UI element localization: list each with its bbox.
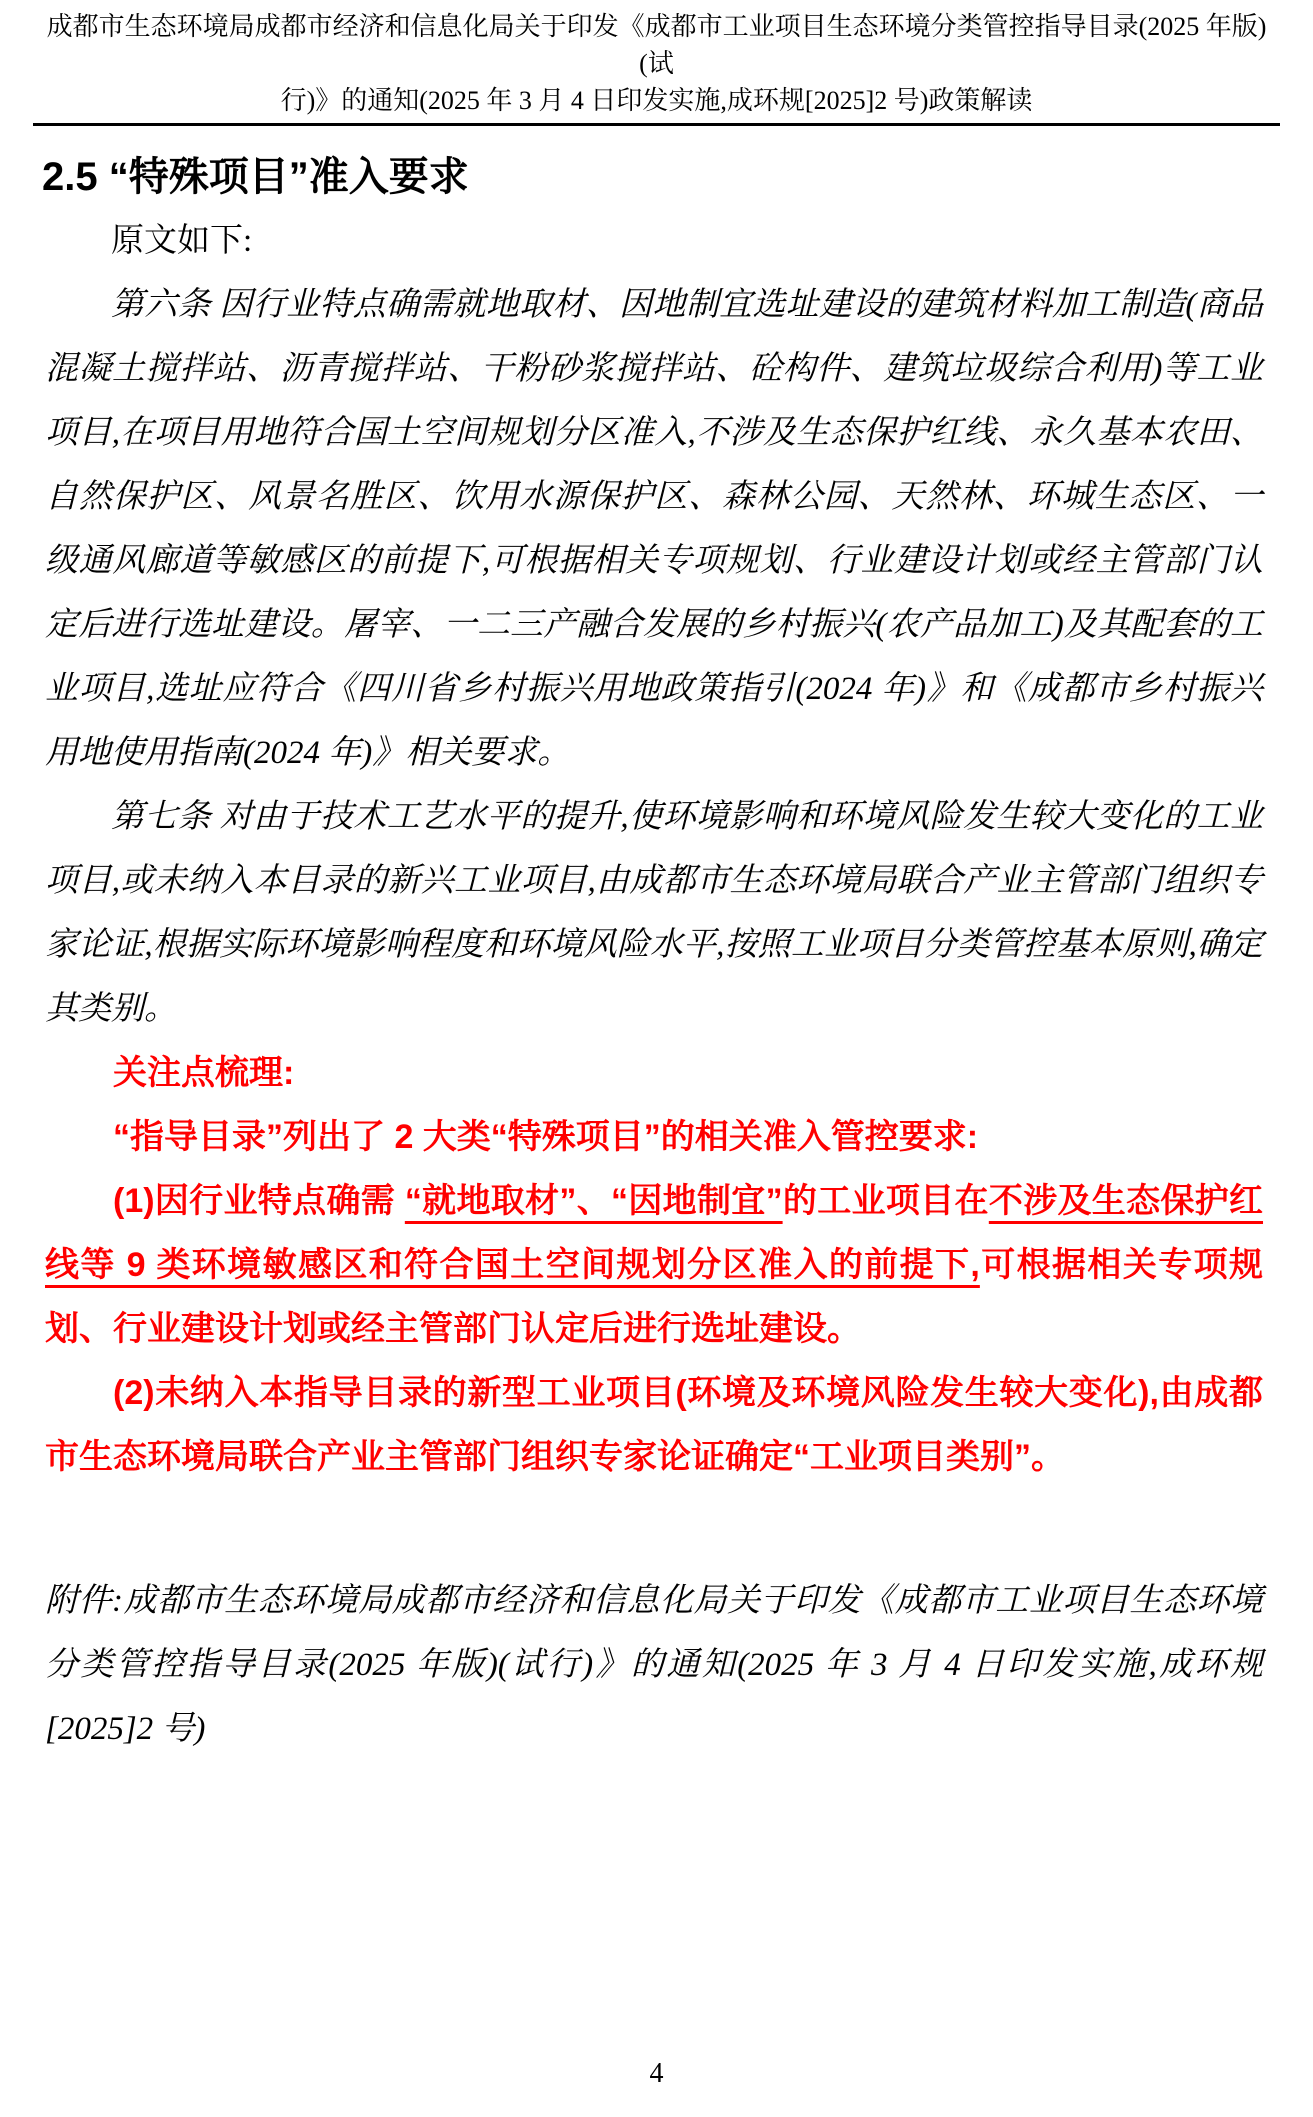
section-heading: 2.5 “特殊项目”准入要求 bbox=[42, 155, 469, 199]
highlights-lead: “指导目录”列出了 2 大类“特殊项目”的相关准入管控要求: bbox=[113, 1118, 979, 1156]
header-divider bbox=[33, 123, 1280, 126]
header-line-2: 行)》的通知(2025 年 3 月 4 日印发实施,成环规[2025]2 号)政策解读 bbox=[280, 86, 1033, 115]
page-number: 4 bbox=[649, 2058, 664, 2089]
original-text-article-7: 第七条 对由于技术工艺水平的提升,使环境影响和环境风险发生较大变化的工业项目,或未纳入本目录的新兴工业项目,由成都市生态环境局联合产业主管部门组织专家论证,根据实际环境影响程度和环境风险水平,按照工业项目分类管控基本原则,确定其类别。 bbox=[45, 799, 1263, 1027]
attachment-note: 附件:成都市生态环境局成都市经济和信息化局关于印发《成都市工业项目生态环境分类管控指导目录(2025 年版)(试行)》的通知(2025 年 3 月 4 日印发实施,成环规[2025]2 号) bbox=[45, 1583, 1263, 1747]
highlights-item-2: (2)未纳入本指导目录的新型工业项目(环境及环境风险发生较大变化),由成都市生态环境局联合产业主管部门组织专家论证确定“工业项目类别”。 bbox=[45, 1374, 1263, 1476]
original-text-article-6: 第六条 因行业特点确需就地取材、因地制宜选址建设的建筑材料加工制造(商品混凝土搅拌站、沥青搅拌站、干粉砂浆搅拌站、砼构件、建筑垃圾综合利用)等工业项目,在项目用地符合国土空间规划分区准入,不涉及生态保护红线、永久基本农田、自然保护区、风景名胜区、饮用水源保护区、森林公园、天然林、环城生态区、一级通风廊道等敏感区的前提下,可根据相关专项规划、行业建设计划或经主管部门认定后进行选址建设。屠宰、一二三产融合发展的乡村振兴(农产品加工)及其配套的工业项目,选址应符合《四川省乡村振兴用地政策指引(2024 年)》和《成都市乡村振兴用地使用指南(2024 年)》相关要求。 bbox=[45, 287, 1263, 771]
intro-label: 原文如下: bbox=[111, 223, 253, 259]
highlights-title: 关注点梳理: bbox=[113, 1054, 295, 1092]
highlights-item-1: (1)因行业特点确需 “就地取材”、“因地制宜”的工业项目在不涉及生态保护红线等 9 类环境敏感区和符合国土空间规划分区准入的前提下,可根据相关专项规划、行业建设计划或经主管部门认定后进行选址建设。 bbox=[45, 1182, 1264, 1348]
running-header bbox=[0, 0, 1313, 119]
header-line-1: 成都市生态环境局成都市经济和信息化局关于印发《成都市工业项目生态环境分类管控指导目录(2025 年版)(试 bbox=[46, 12, 1267, 78]
document-body bbox=[45, 209, 1263, 1761]
